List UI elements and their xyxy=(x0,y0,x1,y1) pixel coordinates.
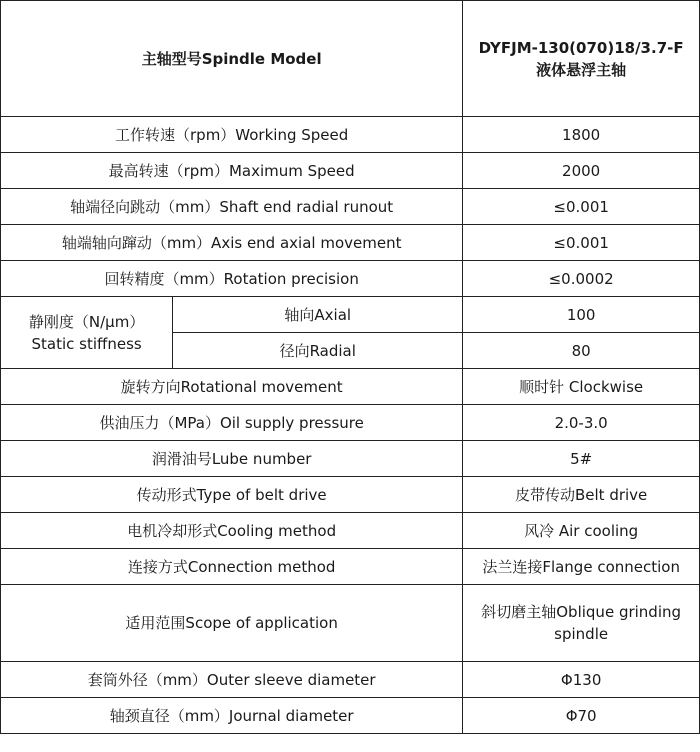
model-code: DYFJM-130(070)18/3.7-F xyxy=(478,38,684,57)
header-label-cell xyxy=(1,1,463,117)
table-row xyxy=(1,441,700,477)
row-value: Φ130 xyxy=(463,662,700,698)
row-value: 法兰连接Flange connection xyxy=(463,549,700,585)
row-value: 皮带传动Belt drive xyxy=(463,477,700,513)
stiffness-label-cn: 静刚度（N/μm） xyxy=(28,312,145,331)
table-row xyxy=(1,698,700,734)
stiffness-label-en: Static stiffness xyxy=(31,334,142,353)
row-value: ≤0.001 xyxy=(463,225,700,261)
row-value: Φ70 xyxy=(463,698,700,734)
row-label: 回转精度（mm）Rotation precision xyxy=(1,261,463,297)
table-row xyxy=(1,662,700,698)
row-label: 轴端径向跳动（mm）Shaft end radial runout xyxy=(1,189,463,225)
application-label: 适用范围Scope of application xyxy=(1,585,463,662)
row-value: 顺时针 Clockwise xyxy=(463,369,700,405)
table-row xyxy=(1,117,700,153)
table-row xyxy=(1,405,700,441)
radial-label: 径向Radial xyxy=(173,333,463,369)
row-label: 轴端轴向蹿动（mm）Axis end axial movement xyxy=(1,225,463,261)
table-row xyxy=(1,369,700,405)
row-label: 最高转速（rpm）Maximum Speed xyxy=(1,153,463,189)
table-row xyxy=(1,153,700,189)
row-value: 风冷 Air cooling xyxy=(463,513,700,549)
header-model-cell xyxy=(463,1,700,117)
row-value: 2000 xyxy=(463,153,700,189)
stiffness-row-axial xyxy=(1,297,700,333)
application-value: 斜切磨主轴Oblique grinding spindle xyxy=(463,585,700,662)
row-label: 工作转速（rpm）Working Speed xyxy=(1,117,463,153)
table-row xyxy=(1,189,700,225)
row-label: 连接方式Connection method xyxy=(1,549,463,585)
row-value: 1800 xyxy=(463,117,700,153)
row-value: 2.0-3.0 xyxy=(463,405,700,441)
table-row xyxy=(1,225,700,261)
axial-value: 100 xyxy=(463,297,700,333)
application-row xyxy=(1,585,700,662)
row-label: 轴颈直径（mm）Journal diameter xyxy=(1,698,463,734)
table-row xyxy=(1,549,700,585)
header-row xyxy=(1,1,700,117)
row-value: 5# xyxy=(463,441,700,477)
header-label: 主轴型号Spindle Model xyxy=(141,49,322,68)
row-label: 旋转方向Rotational movement xyxy=(1,369,463,405)
row-label: 传动形式Type of belt drive xyxy=(1,477,463,513)
row-label: 套筒外径（mm）Outer sleeve diameter xyxy=(1,662,463,698)
stiffness-label-cell xyxy=(1,297,173,369)
row-label: 供油压力（MPa）Oil supply pressure xyxy=(1,405,463,441)
radial-value: 80 xyxy=(463,333,700,369)
row-label: 电机冷却形式Cooling method xyxy=(1,513,463,549)
row-value: ≤0.0002 xyxy=(463,261,700,297)
row-value: ≤0.001 xyxy=(463,189,700,225)
axial-label: 轴向Axial xyxy=(173,297,463,333)
row-label: 润滑油号Lube number xyxy=(1,441,463,477)
table-row xyxy=(1,513,700,549)
table-row xyxy=(1,261,700,297)
table-row xyxy=(1,477,700,513)
model-name: 液体悬浮主轴 xyxy=(536,60,627,79)
